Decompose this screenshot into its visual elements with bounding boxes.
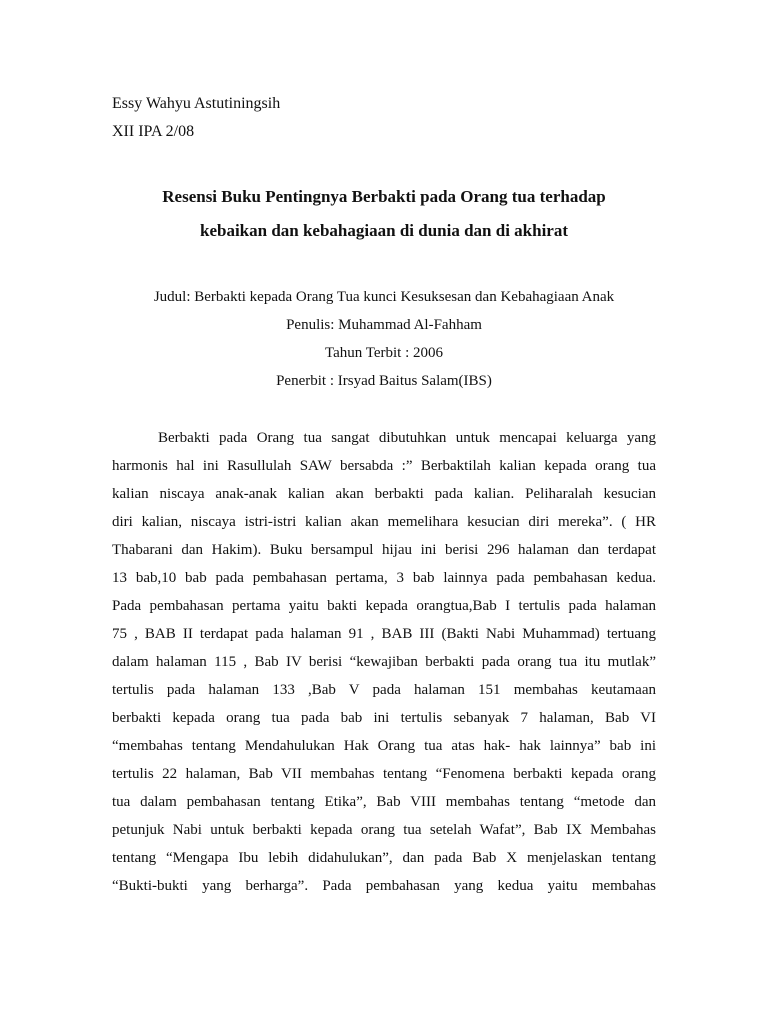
paragraph-line: 13 bab,10 bab pada pembahasan pertama, 3 bab lainnya pada pembahasan kedua. xyxy=(112,570,656,586)
paragraph-line: dalam halaman 115 , Bab IV berisi “kewajiban berbakti pada orang tua itu mutlak” xyxy=(112,654,656,670)
paragraph-line: “Bukti-bukti yang berharga”. Pada pembahasan yang kedua yaitu membahas xyxy=(112,878,656,894)
author-block xyxy=(112,90,280,146)
title-line-1: Resensi Buku Pentingnya Berbakti pada Orang tua terhadap xyxy=(162,187,606,206)
paragraph-line: 75 , BAB II terdapat pada halaman 91 , BAB III (Bakti Nabi Muhammad) tertuang xyxy=(112,626,656,642)
paragraph-line: Thabarani dan Hakim). Buku bersampul hijau ini berisi 296 halaman dan terdapat xyxy=(112,542,656,558)
paragraph-line: berbakti kepada orang tua pada bab ini tertulis sebanyak 7 halaman, Bab VI xyxy=(112,710,656,726)
book-year: Tahun Terbit : 2006 xyxy=(324,345,444,361)
document-title xyxy=(80,180,688,248)
paragraph-line: diri kalian, niscaya istri-istri kalian akan memelihara kesucian diri mereka”. ( HR xyxy=(112,514,656,530)
paragraph-line: tertulis pada halaman 133 ,Bab V pada halaman 151 membahas keutamaan xyxy=(112,682,656,698)
author-name: Essy Wahyu Astutiningsih xyxy=(112,95,281,112)
book-author: Penulis: Muhammad Al-Fahham xyxy=(286,317,482,333)
paragraph-line: kalian niscaya anak-anak kalian akan berbakti pada kalian. Peliharalah kesucian xyxy=(112,486,656,502)
paragraph-line: Pada pembahasan pertama yaitu bakti kepada orangtua,Bab I tertulis pada halaman xyxy=(112,598,656,614)
author-class: XII IPA 2/08 xyxy=(112,123,195,140)
paragraph-line: tua dalam pembahasan tentang Etika”, Bab VIII membahas tentang “metode dan xyxy=(112,794,656,810)
paragraph-line: tentang “Mengapa Ibu lebih didahulukan”, dan pada Bab X menjelaskan tentang xyxy=(112,850,656,866)
body-paragraph xyxy=(112,424,656,900)
book-title: Judul: Berbakti kepada Orang Tua kunci Kesuksesan dan Kebahagiaan Anak xyxy=(153,289,615,305)
paragraph-line: “membahas tentang Mendahulukan Hak Orang tua atas hak- hak lainnya” bab ini xyxy=(112,738,656,754)
book-publisher: Penerbit : Irsyad Baitus Salam(IBS) xyxy=(276,373,492,389)
title-line-2: kebaikan dan kebahagiaan di dunia dan di akhirat xyxy=(199,221,569,240)
book-info xyxy=(60,283,708,395)
paragraph-line: petunjuk Nabi untuk berbakti kepada orang tua setelah Wafat”, Bab IX Membahas xyxy=(112,822,656,838)
paragraph-line: tertulis 22 halaman, Bab VII membahas tentang “Fenomena berbakti kepada orang xyxy=(112,766,656,782)
paragraph-line: Berbakti pada Orang tua sangat dibutuhkan untuk mencapai keluarga yang xyxy=(158,430,656,446)
paragraph-line: harmonis hal ini Rasullulah SAW bersabda :” Berbaktilah kalian kepada orang tua xyxy=(112,458,656,474)
